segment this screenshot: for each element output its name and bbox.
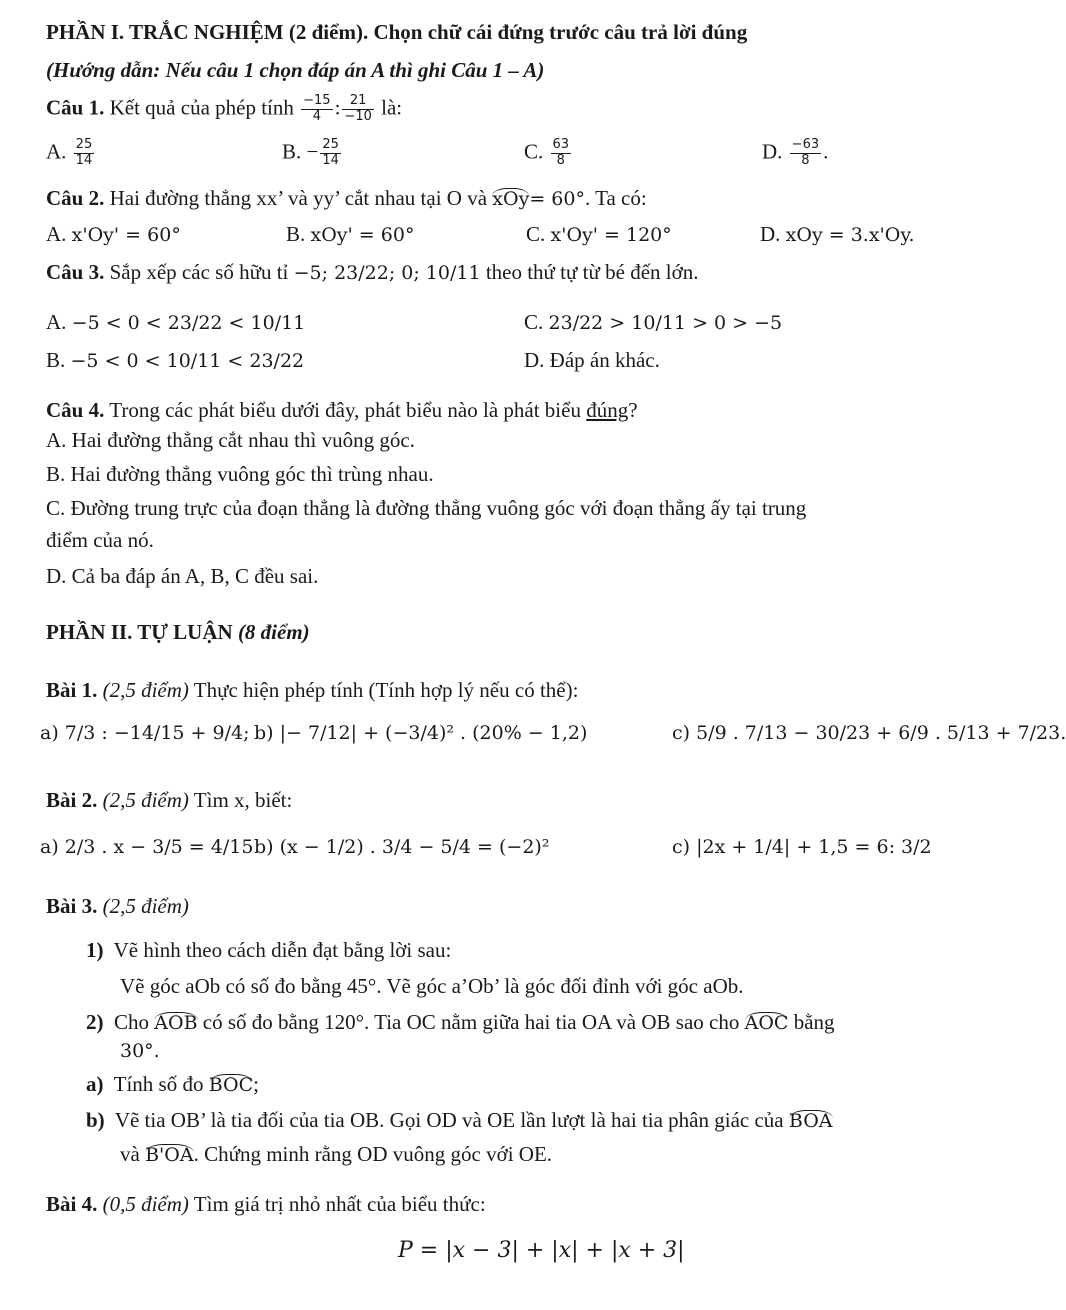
q1-label: Câu 1. [46,95,105,120]
bai3-points: (2,5 điểm) [102,894,189,918]
q1-line: Câu 1. Kết quả của phép tính $\frac{-15}{4}$ : $\frac{21}{-10}$ là: [46,93,403,124]
bai3-item1-text: Vẽ góc aOb có số đo bằng 45°. Vẽ góc a’Ob’ là góc đối đỉnh với góc aOb. [120,974,744,998]
bai2-text: Tìm x, biết: [193,788,293,812]
bai2-b: b) (x − 1/2) . 3/4 − 5/4 = (−2)² [254,836,550,858]
bai1-a: a) 7/3 : −14/15 + 9/4; [40,722,250,744]
angle-aoc: AOC [744,1012,789,1034]
q4-option-d: D. Cả ba đáp án A, B, C đều sai. [46,564,319,588]
q4-option-a: A. Hai đường thẳng cắt nhau thì vuông góc. [46,428,415,452]
bai4-text: Tìm giá trị nhỏ nhất của biểu thức: [193,1192,486,1216]
part1-guide: (Hướng dẫn: Nếu câu 1 chọn đáp án A thì ghi Câu 1 – A) [46,58,545,82]
q4-option-b: B. Hai đường thẳng vuông góc thì trùng nhau. [46,462,434,486]
bai2-line [46,790,292,811]
bai3-item-b-cont: và B'OA. Chứng minh rằng OD vuông góc với OE. [120,1142,553,1166]
q2-options [46,224,1026,252]
q3-options-row2 [46,350,1026,378]
bai1-points: (2,5 điểm) [102,678,189,702]
bai2-items [40,838,1020,868]
q1-frac-a: $\frac{-15}{4}$ [303,93,331,124]
q3-text: Sắp xếp các số hữu tỉ [109,260,289,284]
q2-angle: xOy [492,188,530,210]
q2-text: Hai đường thẳng xx’ và yy’ cắt nhau tại O và [109,186,488,210]
angle-boc: BOC [208,1074,254,1096]
bai3-item-b: b) Vẽ tia OB’ là tia đối của tia OB. Gọi OD và OE lần lượt là hai tia phân giác của BOA [86,1108,833,1132]
q3-label: Câu 3. [46,260,105,284]
q3-list: −5; 23/22; 0; 10/11 [293,262,481,284]
q4-option-c: C. Đường trung trực của đoạn thẳng là đường thẳng vuông góc với đoạn thẳng ấy tại trung [46,496,807,520]
bai1-text: Thực hiện phép tính (Tính hợp lý nếu có thể): [193,678,579,702]
q2-option-a: A. x'Oy' = 60° [46,222,181,246]
q2-option-c: C. x'Oy' = 120° [526,222,672,246]
q3-option-a: A. −5 < 0 < 23/22 < 10/11 [46,310,306,334]
q3-options-row1 [46,312,1026,340]
bai1-c: c) 5/9 . 7/13 − 30/23 + 6/9 . 5/13 + 7/23. [672,722,1066,744]
bai1-label: Bài 1. [46,678,98,702]
q3-option-d: D. Đáp án khác. [524,348,660,372]
angle-b-prime-oa: B'OA [145,1144,194,1166]
bai1-line [46,680,578,701]
q1-options [46,138,1026,178]
q3-option-b: B. −5 < 0 < 10/11 < 23/22 [46,348,305,372]
q2-label: Câu 2. [46,186,105,210]
bai3-item-a: a) Tính số đo BOC; [86,1072,259,1096]
bai3-item1: 1) Vẽ hình theo cách diễn đạt bằng lời sau: [86,938,452,962]
bai3-line [46,896,189,917]
q1-frac-b: $\frac{21}{-10}$ [344,93,372,124]
q1-text: Kết quả của phép tính [109,95,294,120]
bai4-label: Bài 4. [46,1192,98,1216]
q1-tail: là: [381,95,403,120]
bai4-formula: P = |x − 3| + |x| + |x + 3| [398,1238,685,1263]
q2-line: Câu 2. Hai đường thẳng xx’ và yy’ cắt nhau tại O và xOy= 60°. Ta có: [46,186,647,210]
angle-boa: BOA [788,1110,833,1132]
bai3-label: Bài 3. [46,894,98,918]
part2-heading: PHẦN II. TỰ LUẬN (8 điểm) [46,620,310,644]
q4-line: Câu 4. Trong các phát biểu dưới đây, phát biểu nào là phát biểu đúng? [46,398,638,422]
bai1-items [40,722,1066,754]
q4-label: Câu 4. [46,398,105,422]
bai4-line [46,1194,486,1215]
angle-aob: AOB [154,1012,198,1034]
q3-line [46,262,698,283]
bai3-item2: 2) Cho AOB có số đo bằng 120°. Tia OC nằm giữa hai tia OA và OB sao cho AOC bằng [86,1010,835,1034]
q1-option-c: C. $\frac{63}{8}$ [524,137,570,168]
q1-option-d: D. $\frac{-63}{8}$ . [762,137,829,168]
bai2-points: (2,5 điểm) [102,788,189,812]
q1-option-b: B. − $\frac{25}{14}$ [282,137,339,168]
q2-option-b: B. xOy' = 60° [286,222,415,246]
q3-tail: theo thứ tự từ bé đến lớn. [485,260,699,284]
bai2-a: a) 2/3 . x − 3/5 = 4/15 [40,836,254,858]
q3-option-c: C. 23/22 > 10/11 > 0 > −5 [524,310,783,334]
q2-option-d: D. xOy = 3.x'Oy. [760,222,915,246]
q1-option-a: A. $\frac{25}{14}$ [46,137,93,168]
part1-heading: PHẦN I. TRẮC NGHIỆM (2 điểm). Chọn chữ cái đứng trước câu trả lời đúng [46,20,748,44]
q4-option-c-cont: điểm của nó. [46,528,154,552]
bai1-b: b) |− 7/12| + (−3/4)² . (20% − 1,2) [254,722,588,744]
bai4-points: (0,5 điểm) [102,1192,189,1216]
bai3-item2-cont: 30°. [120,1040,160,1062]
bai2-label: Bài 2. [46,788,98,812]
bai2-c: c) |2x + 1/4| + 1,5 = 6: 3/2 [672,836,932,858]
